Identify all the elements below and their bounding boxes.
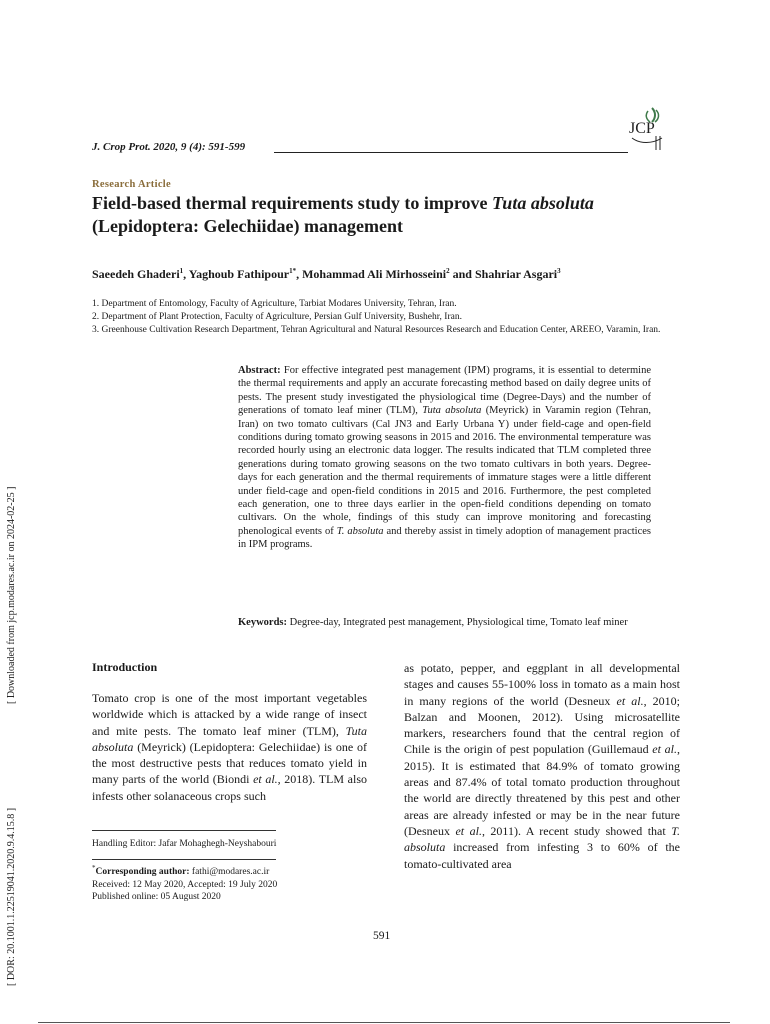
intro-right-text-2: , 2010; Balzan and Moonen, 2012). Using microsatellite markers, researchers found that the central region of Chile is the origin of pest population (Guillemaud — [404, 693, 680, 757]
keywords-label: Keywords: — [238, 617, 287, 628]
intro-right-column — [404, 660, 680, 872]
bottom-rule — [38, 1022, 730, 1023]
author-4-sup: 3 — [557, 267, 561, 275]
correspondence-block — [92, 863, 372, 904]
author-2: Yaghoub Fathipour — [188, 267, 290, 281]
footnote-rule-1 — [92, 830, 276, 831]
abstract-label: Abstract: — [238, 365, 281, 376]
author-list: Saeedeh Ghaderi$^1$, Yaghoub Fathipour$^{1*}$, Mohammad Ali Mirhosseini$^2$ and Shahriar Asgari$^3$ — [92, 267, 561, 281]
intro-right-etal-2: et al. — [652, 742, 677, 757]
page-number: 591 — [373, 930, 391, 942]
dor-stamp-text: [ DOR: 20.1001.1.22519041.2020.9.4.15.8 ] — [6, 807, 17, 986]
keywords — [238, 616, 651, 629]
intro-right-etal-3: et al. — [455, 823, 482, 838]
abstract-species: Tuta absoluta — [422, 405, 482, 417]
introduction-heading: Introduction — [92, 660, 158, 674]
jcp-logo — [626, 106, 674, 152]
header-rule — [274, 152, 628, 153]
intro-left-species: Tuta absoluta — [92, 723, 367, 754]
author-2-sup: 1* — [289, 267, 297, 275]
download-stamp-text: [ Downloaded from jcp.modares.ac.ir on 2024-02-25 ] — [6, 486, 17, 704]
title-part2: (Lepidoptera: Gelechiidae) management — [92, 216, 403, 236]
abstract-text-2: (Meyrick) in Varamin region (Tehran, Iran) on two tomato cultivars (Cal JN3 and Early Urbana Y) under field-cage and open-field conditions during tomato growing seasons in 2015 and 2016. The environmental temperature was recorded hourly using an electronic data logger. The results indicated that TLM completed three generations during tomato growing seasons on the two tomato cultivars in both years. Degree-days for each generation and the thermal requirements of immature stages were a little different under field-cage and open-field conditions in 2015 and 2016. Furthermore, the pest completed each generation, one to three days earlier in the open-field conditions depending on tomato cultivars. On the whole, findings of this study can improve monitoring and forecasting phenological events of — [238, 405, 651, 537]
article-type: Research Article — [92, 179, 171, 190]
affiliations — [92, 298, 692, 337]
abstract-text-3: and thereby assist in timely adoption of management practices in IPM programs. — [238, 525, 651, 551]
author-3: Mohammad Ali Mirhosseini — [302, 267, 447, 281]
journal-citation: J. Crop Prot. 2020, 9 (4): 591-599 — [92, 141, 246, 153]
logo-letters: JCP — [629, 120, 655, 137]
corr-label: Corresponding author: — [95, 867, 190, 877]
intro-right-text-3: , 2015). It is estimated that 84.9% of tomato growing areas and 87.4% of total tomato production throughout the world are directly threatened by this pest and other areas are already infested or may be in the near future (Desneux — [404, 742, 680, 838]
intro-left-text-3: 2018). TLM also infests other solanaceous crops such — [92, 772, 367, 803]
intro-left-text-1: Tomato crop is one of the most important vegetables worldwide which is attacked by a wide range of insect and mite pests. The tomato leaf miner (TLM), — [92, 691, 367, 738]
dor-stamp — [6, 808, 17, 986]
abstract — [238, 364, 651, 552]
intro-left-etal: et al., — [253, 772, 281, 787]
corr-email[interactable]: fathi@modares.ac.ir — [191, 867, 270, 877]
author-and: and — [452, 267, 472, 281]
author-1: Saeedeh Ghaderi — [92, 267, 180, 281]
corresponding-author — [92, 863, 372, 879]
keywords-text: Degree-day, Integrated pest management, Physiological time, Tomato leaf miner — [289, 617, 628, 628]
handling-editor: Handling Editor: Jafar Mohaghegh-Neyshabouri — [92, 839, 277, 849]
title-species: Tuta absoluta — [491, 193, 594, 213]
intro-right-etal-1: et al. — [616, 693, 644, 708]
corr-mark: * — [92, 863, 96, 872]
article-title — [92, 192, 692, 238]
author-4: Shahriar Asgari — [474, 267, 558, 281]
footnote-rule-2 — [92, 859, 276, 860]
intro-left-text-2: (Meyrick) (Lepidoptera: Gelechiidae) is one of the most destructive pests that reduces tomato yield in many parts of the world (Biondi — [92, 739, 367, 787]
published-date: Published online: 05 August 2020 — [92, 892, 221, 902]
abstract-species-2: T. absoluta — [336, 525, 384, 537]
affiliation-2: 2. Department of Plant Protection, Faculty of Agriculture, Persian Gulf University, Bushehr, Iran. — [92, 312, 462, 322]
author-1-sup: 1 — [179, 267, 184, 275]
jcp-logo-icon — [626, 106, 674, 152]
abstract-text-1: For effective integrated pest management (IPM) programs, it is essential to determine the thermal requirements and apply an accurate forecasting method based on daily degree units of pests. The present study investigated the physiological time (Degree-Days) and the number of generations of tomato leaf miner (TLM), — [238, 365, 651, 417]
intro-right-text-1: as potato, pepper, and eggplant in all developmental stages and causes 55-100% loss in tomato as a main host in many regions of the world (Desneux — [404, 661, 680, 708]
title-part1: Field-based thermal requirements study to improve — [92, 193, 492, 213]
affiliation-3: 3. Greenhouse Cultivation Research Department, Tehran Agricultural and Natural Resources Research and Education Center, AREEO, Varamin, Iran. — [92, 325, 661, 335]
affiliation-1: 1. Department of Entomology, Faculty of Agriculture, Tarbiat Modares University, Tehran, Iran. — [92, 299, 457, 309]
intro-left-column — [92, 690, 367, 804]
intro-right-text-5: increased from infesting 3 to 60% of the tomato-cultivated area — [404, 840, 680, 871]
author-3-sup: 2 — [446, 267, 450, 275]
intro-right-text-4: , 2011). A recent study showed that — [481, 823, 672, 838]
intro-right-species: T. absoluta — [404, 823, 680, 855]
received-accepted-dates: Received: 12 May 2020, Accepted: 19 July 2020 — [92, 879, 278, 890]
download-stamp — [6, 487, 17, 704]
